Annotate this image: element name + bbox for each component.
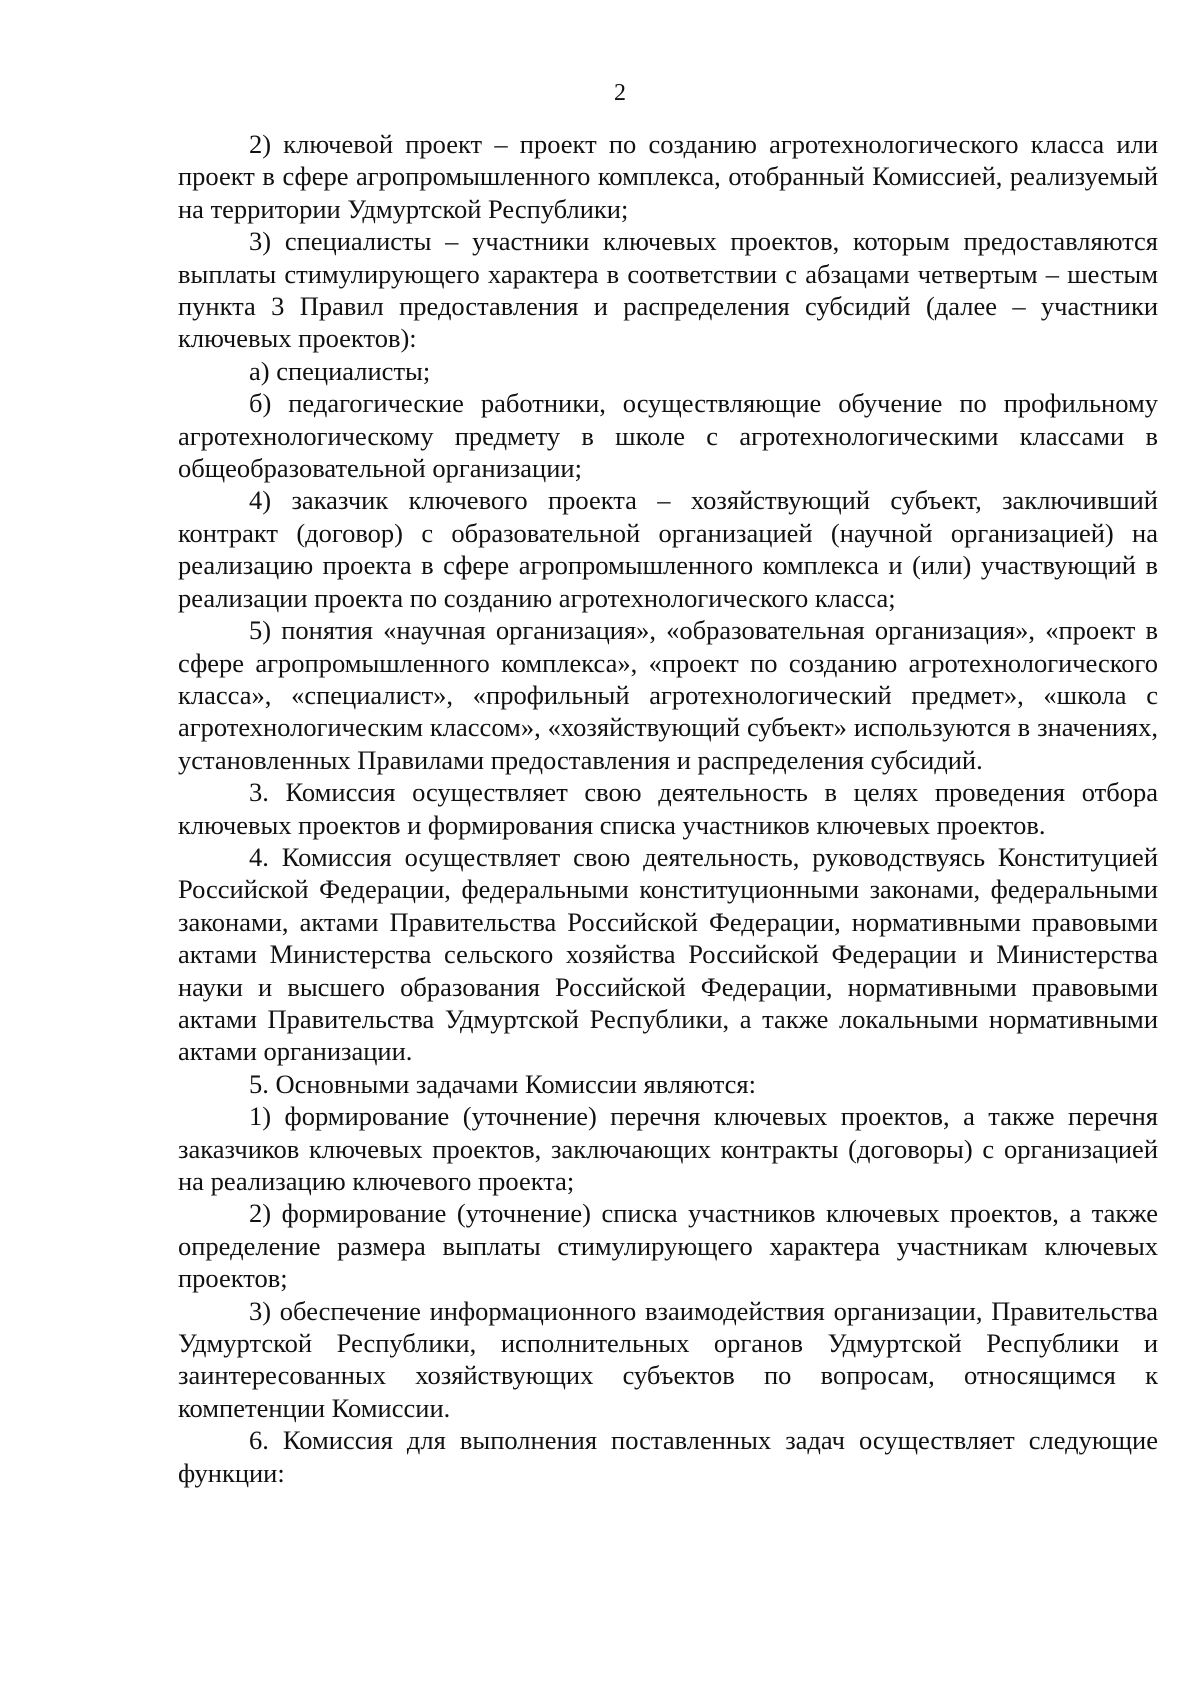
- paragraph-task-1: 1) формирование (уточнение) перечня ключевых проектов, а также перечня заказчиков ключевых проектов, заключающих контракты (договоры) с организацией на реализацию ключевого проекта;: [178, 1101, 1158, 1196]
- paragraph-key-project: 2) ключевой проект – проект по созданию агротехнологического класса или проект в сфере агропромышленного комплекса, отобранный Комиссией, реализуемый на территории Удмуртской Республики;: [178, 129, 1158, 224]
- paragraph-subitem-b: б) педагогические работники, осуществляющие обучение по профильному агротехнологическому предмету в школе с агротехнологическими классами в общеобразовательной организации;: [178, 388, 1158, 484]
- paragraph-section-6: 6. Комиссия для выполнения поставленных задач осуществляет следующие функции:: [178, 1425, 1158, 1488]
- paragraph-task-2: 2) формирование (уточнение) списка участников ключевых проектов, а также определение размера выплаты стимулирующего характера участникам ключевых проектов;: [178, 1198, 1158, 1294]
- paragraph-section-5: 5. Основными задачами Комиссии являются:: [249, 1068, 756, 1099]
- paragraph-customer: 4) заказчик ключевого проекта – хозяйствующий субъект, заключивший контракт (договор) с образовательной организацией (научной организацией) на реализацию проекта в сфере агропромышленного комплекса и (или) участвующий в реализации проекта по созданию агротехнологического класса;: [178, 485, 1158, 613]
- document-body: [178, 128, 1158, 1489]
- paragraph-section-4: 4. Комиссия осуществляет свою деятельность, руководствуясь Конституцией Российской Федерации, федеральными конституционными законами, федеральными законами, актами Правительства Российской Федерации, нормативными правовыми актами Министерства сельского хозяйства Российской Федерации и Министерства науки и высшего образования Российской Федерации, нормативными правовыми актами Правительства Удмуртской Республики, а также локальными нормативными актами организации.: [178, 841, 1158, 1067]
- paragraph-concepts: 5) понятия «научная организация», «образовательная организация», «проект в сфере агропромышленного комплекса», «проект по созданию агротехнологического класса», «специалист», «профильный агротехнологический предмет», «школа с агротехнологическим классом», «хозяйствующий субъект» используются в значениях, установленных Правилами предоставления и распределения субсидий.: [178, 615, 1158, 775]
- paragraph-subitem-a: а) специалисты;: [249, 355, 431, 386]
- paragraph-specialists: 3) специалисты – участники ключевых проектов, которым предоставляются выплаты стимулирующего характера в соответствии с абзацами четвертым – шестым пункта 3 Правил предоставления и распределения субсидий (далее – участники ключевых проектов):: [178, 226, 1158, 354]
- paragraph-task-3: 3) обеспечение информационного взаимодействия организации, Правительства Удмуртской Республики, исполнительных органов Удмуртской Республики и заинтересованных хозяйствующих субъектов по вопросам, относящимся к компетенции Комиссии.: [178, 1295, 1158, 1423]
- page-number: 2: [614, 80, 626, 106]
- paragraph-section-3: 3. Комиссия осуществляет свою деятельность в целях проведения отбора ключевых проектов и формирования списка участников ключевых проектов.: [178, 777, 1158, 840]
